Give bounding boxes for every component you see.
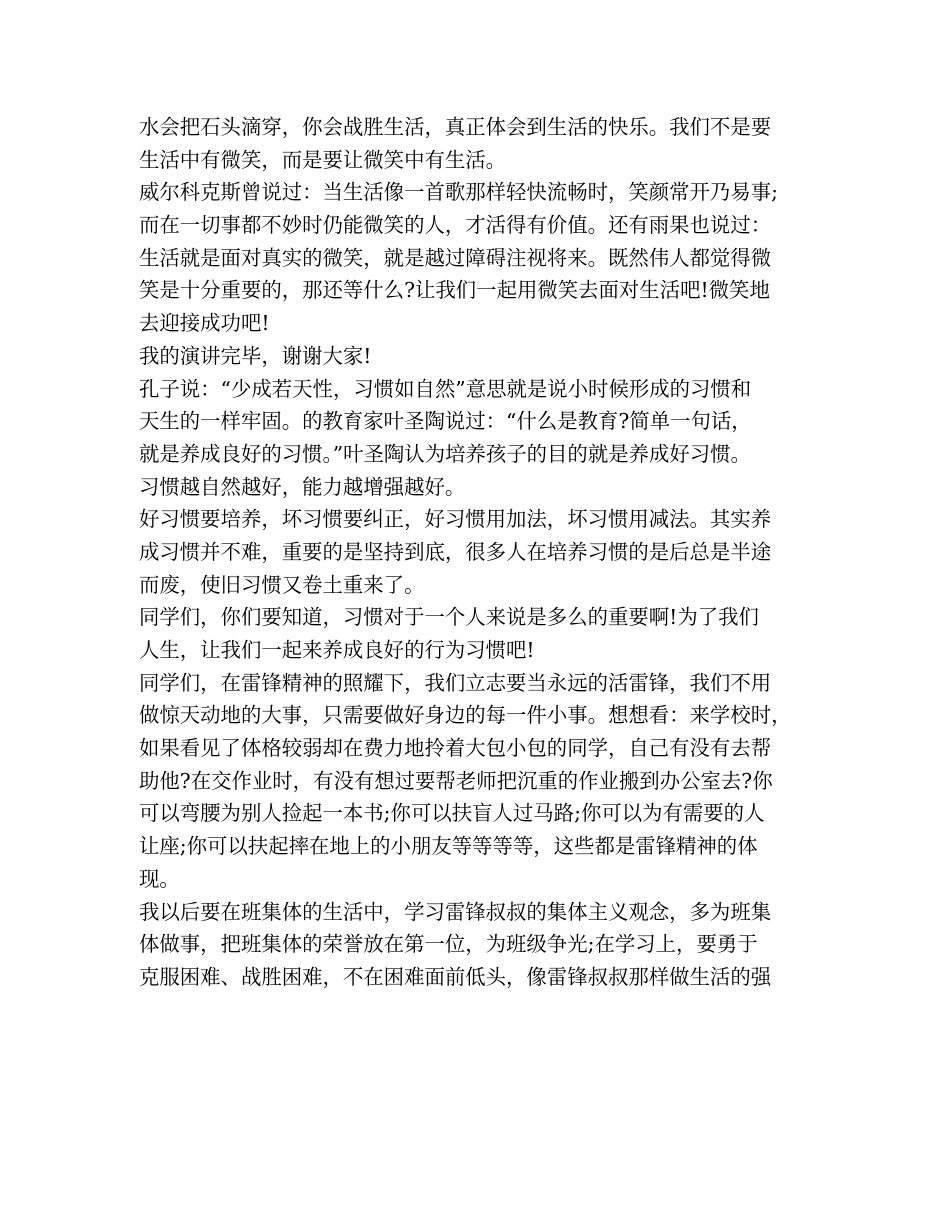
text-line: 同学们，你们要知道，习惯对于一个人来说是多么的重要啊!为了我们 — [139, 605, 759, 630]
text-line: 我以后要在班集体的生活中，学习雷锋叔叔的集体主义观念，多为班集 — [139, 899, 772, 924]
text-line: 我的演讲完毕，谢谢大家! — [139, 343, 372, 368]
text-line: 现。 — [139, 866, 180, 891]
text-line: 生活就是面对真实的微笑，就是越过障碍注视将来。既然伟人都觉得微 — [139, 245, 772, 270]
document-body — [139, 111, 819, 994]
text-line: 而在一切事都不妙时仍能微笑的人，才活得有价值。还有雨果也说过： — [139, 213, 772, 238]
text-line: 去迎接成功吧! — [139, 311, 270, 336]
text-line: 让座;你可以扶起摔在地上的小朋友等等等等，这些都是雷锋精神的体 — [139, 834, 758, 859]
text-line: 人生，让我们一起来养成良好的行为习惯吧! — [139, 638, 535, 662]
text-line: 孔子说：“少成若天性，习惯如自然”意思就是说小时候形成的习惯和 — [139, 376, 752, 401]
text-line: 好习惯要培养，坏习惯要纠正，好习惯用加法，坏习惯用减法。其实养 — [139, 507, 772, 532]
text-line: 如果看见了体格较弱却在费力地拎着大包小包的同学，自己有没有去帮 — [139, 736, 772, 761]
text-line: 就是养成良好的习惯。”叶圣陶认为培养孩子的目的就是养成好习惯。 — [139, 441, 751, 466]
text-line: 同学们，在雷锋精神的照耀下，我们立志要当永远的活雷锋，我们不用 — [139, 670, 772, 695]
text-line: 克服困难、战胜困难，不在困难面前低头，像雷锋叔叔那样做生活的强 — [139, 964, 772, 989]
text-line: 笑是十分重要的，那还等什么?让我们一起用微笑去面对生活吧!微笑地 — [139, 278, 770, 303]
text-line: 习惯越自然越好，能力越增强越好。 — [139, 474, 466, 499]
text-line: 可以弯腰为别人捡起一本书;你可以扶盲人过马路;你可以为有需要的人 — [139, 801, 765, 826]
text-line: 而废，使旧习惯又卷土重来了。 — [139, 572, 425, 597]
text-line: 天生的一样牢固。的教育家叶圣陶说过：“什么是教育?简单一句话， — [139, 409, 752, 434]
text-line: 做惊天动地的大事，只需要做好身边的每一件小事。想想看：来学校时， — [139, 703, 792, 728]
text-line: 体做事，把班集体的荣誉放在第一位，为班级争光;在学习上，要勇于 — [139, 932, 758, 957]
text-line: 成习惯并不难，重要的是坚持到底，很多人在培养习惯的是后总是半途 — [139, 539, 772, 564]
text-line: 生活中有微笑，而是要让微笑中有生活。 — [139, 147, 507, 172]
text-line: 水会把石头滴穿，你会战胜生活，真正体会到生活的快乐。我们不是要 — [139, 115, 772, 139]
text-line: 威尔科克斯曾说过：当生活像一首歌那样轻快流畅时，笑颜常开乃易事; — [139, 180, 778, 205]
text-line: 助他?在交作业时，有没有想过要帮老师把沉重的作业搬到办公室去?你 — [139, 768, 773, 793]
